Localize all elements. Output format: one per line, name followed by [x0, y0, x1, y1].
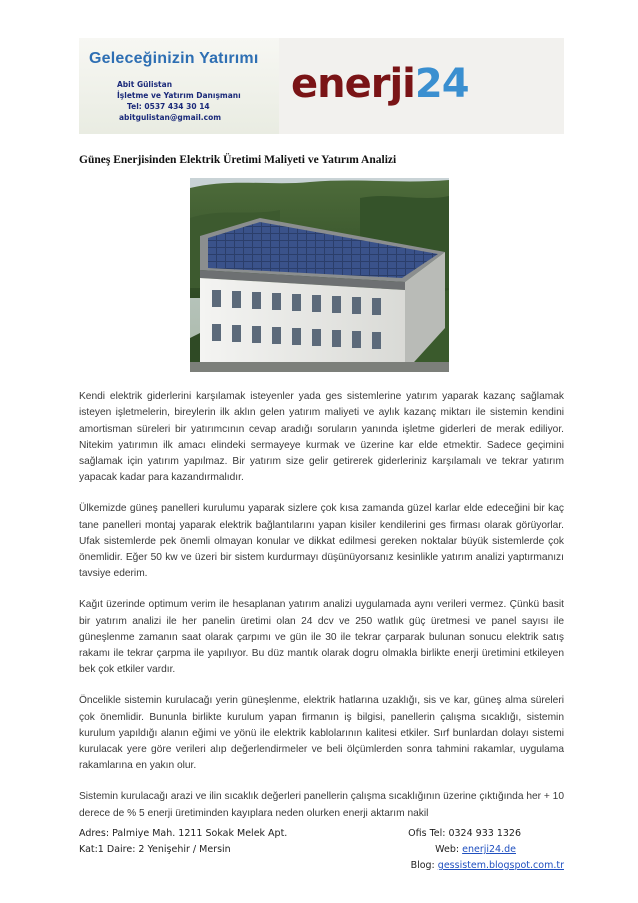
paragraph-3: Kağıt üzerinde optimum verim ile hesaplanan yatırım analizi uygulamada aynı verileri vermez. Çünkü basit bir yatırım analizi ile her panelin üretimi olan 24 dcv ve 250 watlık güç üretmesi ve panel sayısı ile güneşlenme zamanın saat olarak çarpımı ve gün ile 30 ile tekrar çarparak bulunan sonucu elektrik satış rakamı ile tekrar çarpma ile yapılıyor. Bu düz mantık olarak dogru olmakla birlikte enerji üretimini etkileyen bek çok etkiler vardır. — [79, 599, 564, 676]
enerji24-logo — [291, 60, 469, 108]
logo-word: enerji — [291, 61, 415, 107]
footer-address — [79, 826, 287, 858]
solar-roof-photo — [190, 178, 449, 372]
office-phone: Ofis Tel: 0324 933 1326 — [408, 828, 521, 839]
blog-label: Blog: — [410, 860, 438, 871]
web-line — [363, 842, 516, 858]
contact-title: İşletme ve Yatırım Danışmanı — [117, 91, 241, 100]
contact-name: Abit Gülistan — [117, 80, 173, 89]
page-footer — [79, 826, 564, 872]
contact-email: abitgulistan@gmail.com — [119, 113, 222, 122]
banner-contact-block — [117, 79, 267, 123]
header-banner — [79, 38, 564, 134]
contact-phone: Tel: 0537 434 30 14 — [127, 102, 210, 111]
document-title: Güneş Enerjisinden Elektrik Üretimi Maliyeti ve Yatırım Analizi — [79, 154, 397, 166]
web-label: Web: — [435, 844, 463, 855]
paragraph-1: Kendi elektrik giderlerini karşılamak isteyenler yada ges sistemlerine yatırım yaparak kazanç sağlamak isteyen işletmelerin, bireylerin ilk aklın gelen yatırım maliyeti ve aylık kazanç miktarı ile sistemin kendini amortisman süreleri bir yatırımcının cevap aradığı soruların yanında işletme giderleri de merak ediliyor. Nitekim yatırımın ilk amacı elindeki sermayeye kurmak ve üzerine kar elde etmektir. Sadece geçimini sağlamak için yatırım yapılmaz. Bir yatırım size gelir getirerek giderleriniz karşılamalı ve tekrar yatırım yapacak kadar para kazandırmalıdır. — [79, 391, 564, 484]
address-line-1: Adres: Palmiye Mah. 1211 Sokak Melek Apt. — [79, 828, 288, 839]
paragraph-5: Sistemin kurulacağı arazi ve ilin sıcaklık değerleri panellerin çalışma sıcaklığının üzerine çıktığında her + 10 derece de % 5 enerji üretiminden kayıplara neden olurken enerji aktarım nakil — [79, 791, 564, 819]
paragraph-4: Öncelikle sistemin kurulacağı yerin güneşlenme, elektrik hatlarına uzaklığı, sis ve kar, güneş alma süreleri çok önemlidir. Bununla birlikte kurulum yapan firmanın iş bilgisi, panellerin çalışma sıcaklığı, sistemin kurulum yapıldığı alanın eğimi ve yönü ile elektrik kablolarının kalitesi etkiler. Sırf bunlardan dolayı sistemi kurulacak yere göre verileri alıp değerlendirmeler ve beli ölçümlerden sonra tahmini rakamlar, uygulama rakamlarına en yakın olur. — [79, 695, 564, 772]
paragraph-2: Ülkemizde güneş panelleri kurulumu yaparak sizlere çok kısa zamanda güzel karlar elde edeceğini bir kaç tane panelleri montaj yaparak elektrik bağlantılarını yapan kisiler kendilerini ges firması olarak görüyorlar. Ufak sistemlerde pek önemli olmayan konular ve dikkat edilmesi gereken noktalar büyük sistemlerde çok önemlidir. Eğer 50 kw ve üzeri bir sistem kurdurmayı düşünüyorsanız kesinlikle yatırım analizi yaptırmanızı tavsiye ederim. — [79, 503, 564, 580]
footer-contact — [408, 826, 564, 874]
blog-link[interactable]: gessistem.blogspot.com.tr — [437, 860, 564, 871]
document-body — [79, 389, 564, 836]
banner-left-panel — [79, 38, 279, 134]
web-link[interactable]: enerji24.de — [462, 844, 516, 855]
blog-line — [411, 858, 564, 874]
address-line-2: Kat:1 Daire: 2 Yenişehir / Mersin — [79, 844, 231, 855]
logo-number: 24 — [414, 61, 469, 107]
banner-slogan: Geleceğinizin Yatırımı — [89, 50, 259, 67]
